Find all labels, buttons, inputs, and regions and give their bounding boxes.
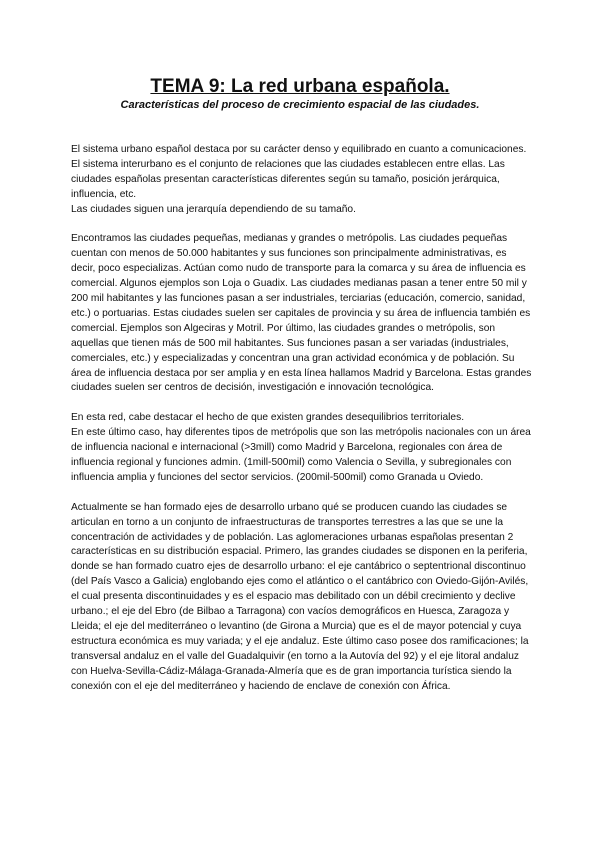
document-body	[71, 143, 533, 709]
page-subtitle: Características del proceso de crecimiento espacial de las ciudades.	[120, 99, 480, 111]
paragraph-city-sizes: Encontramos las ciudades pequeñas, medianas y grandes o metrópolis. Las ciudades pequeñas cuentan con menos de 50.000 habitantes y sus funciones son principalmente administrativas, es decir, poco especializas. Actúan como nudo de transporte para la comarca y su área de influencia es comercial. Algunos ejemplos son Loja o Guadix. Las ciudades medianas pasan a tener entre 50 mil y 200 mil habitantes y las funciones pasan a ser industriales, terciarias (educación, comercio, sanidad, etc.) o portuarias. Estas ciudades suelen ser capitales de provincia y su área de influencia también es comercial. Ejemplos son Algeciras y Motril. Por último, las ciudades grandes o metrópolis, son aquellas que tienen más de 500 mil habitantes. Sus funciones pasan a ser variadas (industriales, comerciales, etc.) y especializadas y concentran una gran actividad económica y de población. Su área de influencia destaca por ser amplia y en esta línea hallamos Madrid y Barcelona. Estas grandes ciudades suelen ser centros de decisión, investigación e innovación tecnológica.	[71, 233, 532, 394]
paragraph-hierarchy: Las ciudades siguen una jerarquía dependiendo de su tamaño.	[71, 203, 356, 215]
paragraph-intro: El sistema urbano español destaca por su carácter denso y equilibrado en cuanto a comunicaciones. El sistema interurbano es el conjunto de relaciones que las ciudades establecen entre ellas. Las ciudades españolas presentan características diferentes según su tamaño, posición jerárquica, influencia, etc.	[71, 144, 527, 200]
paragraph-metropolis-types: En este último caso, hay diferentes tipos de metrópolis que son las metrópolis nacionales con un área de influencia nacional e internacional (>3mill) como Madrid y Barcelona, regionales con área de influencia regional y funciones admin. (1mill-500mil) como Valencia o Sevilla, y subregionales con influencia amplia y funciones del sector servicios. (200mil-500mil) como Granada u Oviedo.	[71, 427, 531, 483]
paragraph-development-axes: Actualmente se han formado ejes de desarrollo urbano qué se producen cuando las ciudades se articulan en torno a un conjunto de infraestructuras de transportes terrestres a las que se une la concentración de actividades y de población. Las aglomeraciones urbanas españolas presentan 2 características en su distribución espacial. Primero, las grandes ciudades se disponen en la periferia, donde se han formado cuatro ejes de desarrollo urbano: el eje cantábrico o septentrional discontinuo (del País Vasco a Galicia) englobando ejes como el atlántico o el cantábrico con Oviedo-Gijón-Avilés, el cual presenta discontinuidades y es el espacio mas debilitado con un débil crecimiento y declive urbano.; el eje del Ebro (de Bilbao a Tarragona) con vacíos demográficos en Huesca, Zaragoza y Lleida; el eje del mediterráneo o levantino (de Girona a Murcia) que es el de mayor potencial y cuya estructura económica es muy variada; y el eje andaluz. Este último caso posee dos ramificaciones; la transversal andaluz en el valle del Guadalquivir (en torno a la Autovía del 92) y el eje litoral andaluz con Huelva-Sevilla-Cádiz-Málaga-Granada-Almería que es de gran importancia turística siendo la conexión con el eje del mediterráneo y haciendo de enclave de conexión con África.	[71, 501, 529, 692]
page-title: TEMA 9: La red urbana española.	[150, 76, 450, 97]
paragraph-imbalances: En esta red, cabe destacar el hecho de que existen grandes desequilibrios territoriales.	[71, 412, 465, 424]
